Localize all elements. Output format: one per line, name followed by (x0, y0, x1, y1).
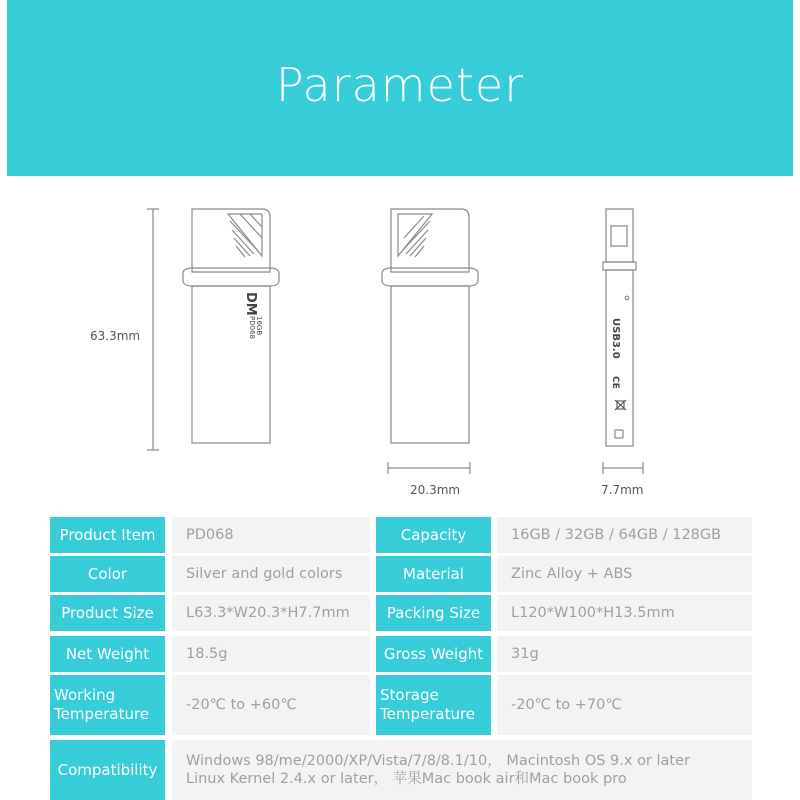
material-label: Material (376, 556, 491, 592)
stick-capacity: 16GB (255, 316, 263, 336)
gross-weight-value: 31g (497, 636, 752, 672)
net-weight-label: Net Weight (50, 636, 165, 672)
packing-size-label: Packing Size (376, 595, 491, 631)
working-temperature-value: -20℃ to +60℃ (172, 675, 370, 735)
width-label: 20.3mm (410, 483, 461, 497)
compatibility-label: Compatibility (50, 740, 165, 800)
compatibility-line-2: Linux Kernel 2.4.x or later， 苹果Mac book air和Mac book pro (186, 771, 627, 787)
page-title: Parameter (275, 58, 525, 112)
stick-model: PD068 (248, 316, 256, 339)
color-label: Color (50, 556, 165, 592)
working-temperature-label-line-1: Working (54, 686, 116, 705)
storage-temperature-label-line-1: Storage (380, 686, 439, 705)
material-value: Zinc Alloy + ABS (497, 556, 752, 592)
capacity-label: Capacity (376, 517, 491, 553)
storage-temperature-label-line-2: Temperature (380, 705, 476, 723)
working-temperature-label-line-2: Temperature (54, 705, 150, 723)
product-size-value: L63.3*W20.3*H7.7mm (172, 595, 370, 631)
working-temperature-label (50, 675, 165, 735)
depth-label: 7.7mm (601, 483, 644, 497)
storage-temperature-label (376, 675, 491, 735)
product-size-label: Product Size (50, 595, 165, 631)
packing-size-value: L120*W100*H13.5mm (497, 595, 752, 631)
usb3-label: USB3.0 (610, 318, 621, 359)
height-label: 63.3mm (90, 329, 141, 343)
net-weight-value: 18.5g (172, 636, 370, 672)
ce-mark: CE (610, 376, 620, 389)
capacity-value: 16GB / 32GB / 64GB / 128GB (497, 517, 752, 553)
compatibility-line-1: Windows 98/me/2000/XP/Vista/7/8/8.1/10， Macintosh OS 9.x or later (186, 752, 690, 769)
brand-logo: DM (243, 292, 258, 316)
product-item-value: PD068 (172, 517, 370, 553)
compatibility-value (172, 740, 752, 800)
color-value: Silver and gold colors (172, 556, 370, 592)
product-item-label: Product Item (50, 517, 165, 553)
storage-temperature-value: -20℃ to +70℃ (497, 675, 752, 735)
gross-weight-label: Gross Weight (376, 636, 491, 672)
